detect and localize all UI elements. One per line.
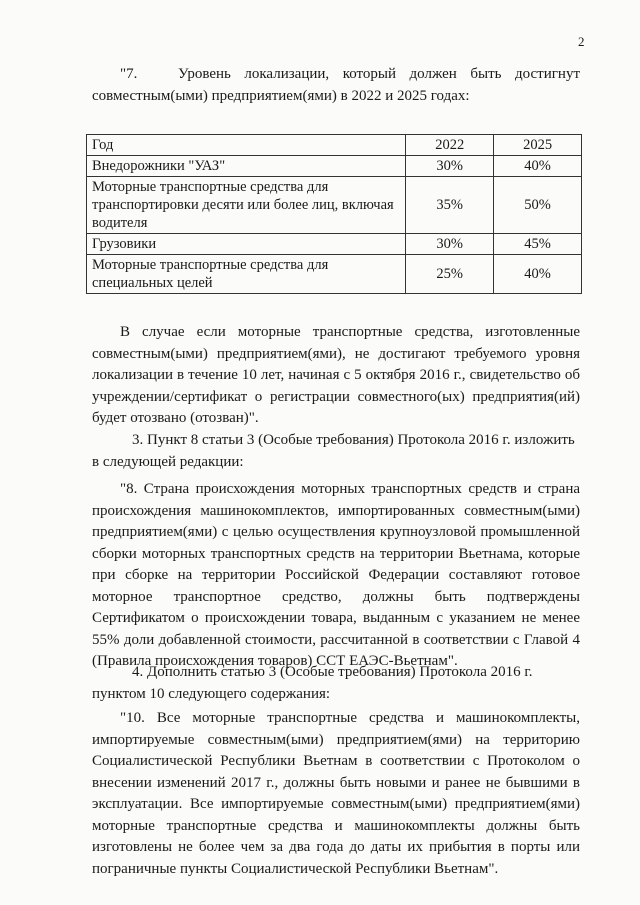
row-value-2022: 30% [406,234,494,255]
row-label: Грузовики [87,234,406,255]
item-3-heading: 3. Пункт 8 статьи 3 (Особые требования) Протокола 2016 г. изложить [132,432,575,448]
row-label: Моторные транспортные средства для транспортировки десяти или более лиц, включая водителя [87,177,406,234]
paragraph-localization-failure: В случае если моторные транспортные средства, изготовленные совместным(ыми) предприятием(ями), не достигают требуемого уровня локализации в течение 10 лет, начиная с 5 октября 2016 г., свидетельство об учреждении/сертификат о регистрации совместного(ых) предприятия(ий) будет отозвано (отозван)". [92,324,580,426]
header-2025: 2025 [494,135,582,156]
row-value-2022: 30% [406,156,494,177]
row-value-2025: 50% [494,177,582,234]
header-year: Год [87,135,406,156]
row-value-2025: 45% [494,234,582,255]
item-4 [92,662,580,705]
paragraph-new-vehicles: "10. Все моторные транспортные средства и машинокомплекты, импортируемые совместным(ыми) предприятием(ями) на территорию Социалистической Республики Вьетнам в соответствии с Протоколом о внесении изменений 2017 г., должны быть новыми и ранее не бывшими в эксплуатации. Все импортируемые совместным(ыми) предприятием(ями) моторные транспортные средства и машинокомплекты должны быть изготовлены не более чем за два года до даты их прибытия в порты или пограничные пункты Социалистической Республики Вьетнам". [92,710,580,877]
row-label: Внедорожники "УАЗ" [87,156,406,177]
table-header-row [87,135,582,156]
row-value-2022: 35% [406,177,494,234]
table-row [87,234,582,255]
paragraph-item-7-intro: "7. Уровень локализации, который должен быть достигнут совместным(ыми) предприятием(ями) в 2022 и 2025 годах: [92,66,580,104]
item-4-continuation: пунктом 10 следующего содержания: [92,685,331,702]
item-4-heading: 4. Дополнить статью 3 (Особые требования) Протокола 2016 г. [132,664,533,680]
row-label: Моторные транспортные средства для специальных целей [87,255,406,294]
table-row [87,156,582,177]
header-2022: 2022 [406,135,494,156]
row-value-2025: 40% [494,156,582,177]
page-number: 2 [578,34,585,49]
paragraph-origin: "8. Страна происхождения моторных транспортных средств и страна происхождения машинокомплектов, импортированных совместным(ыми) предприятием(ями) с целью осуществления крупноузловой промышленной сборки моторных транспортных средств на территории Вьетнама, которые при сборке на территории Российской Федерации составляют готовое моторное транспортное средство, должны быть подтверждены Сертификатом о происхождении товара, выданным с указанием не менее 55% доли добавленной стоимости, рассчитанной в соответствии с Главой 4 (Правила происхождения товаров) ССТ ЕАЭС-Вьетнам". [92,481,580,669]
table-row [87,255,582,294]
row-value-2022: 25% [406,255,494,294]
table-row [87,177,582,234]
localization-table [86,134,582,294]
row-value-2025: 40% [494,255,582,294]
item-3 [92,430,580,473]
item-3-continuation: в следующей редакции: [92,453,244,470]
